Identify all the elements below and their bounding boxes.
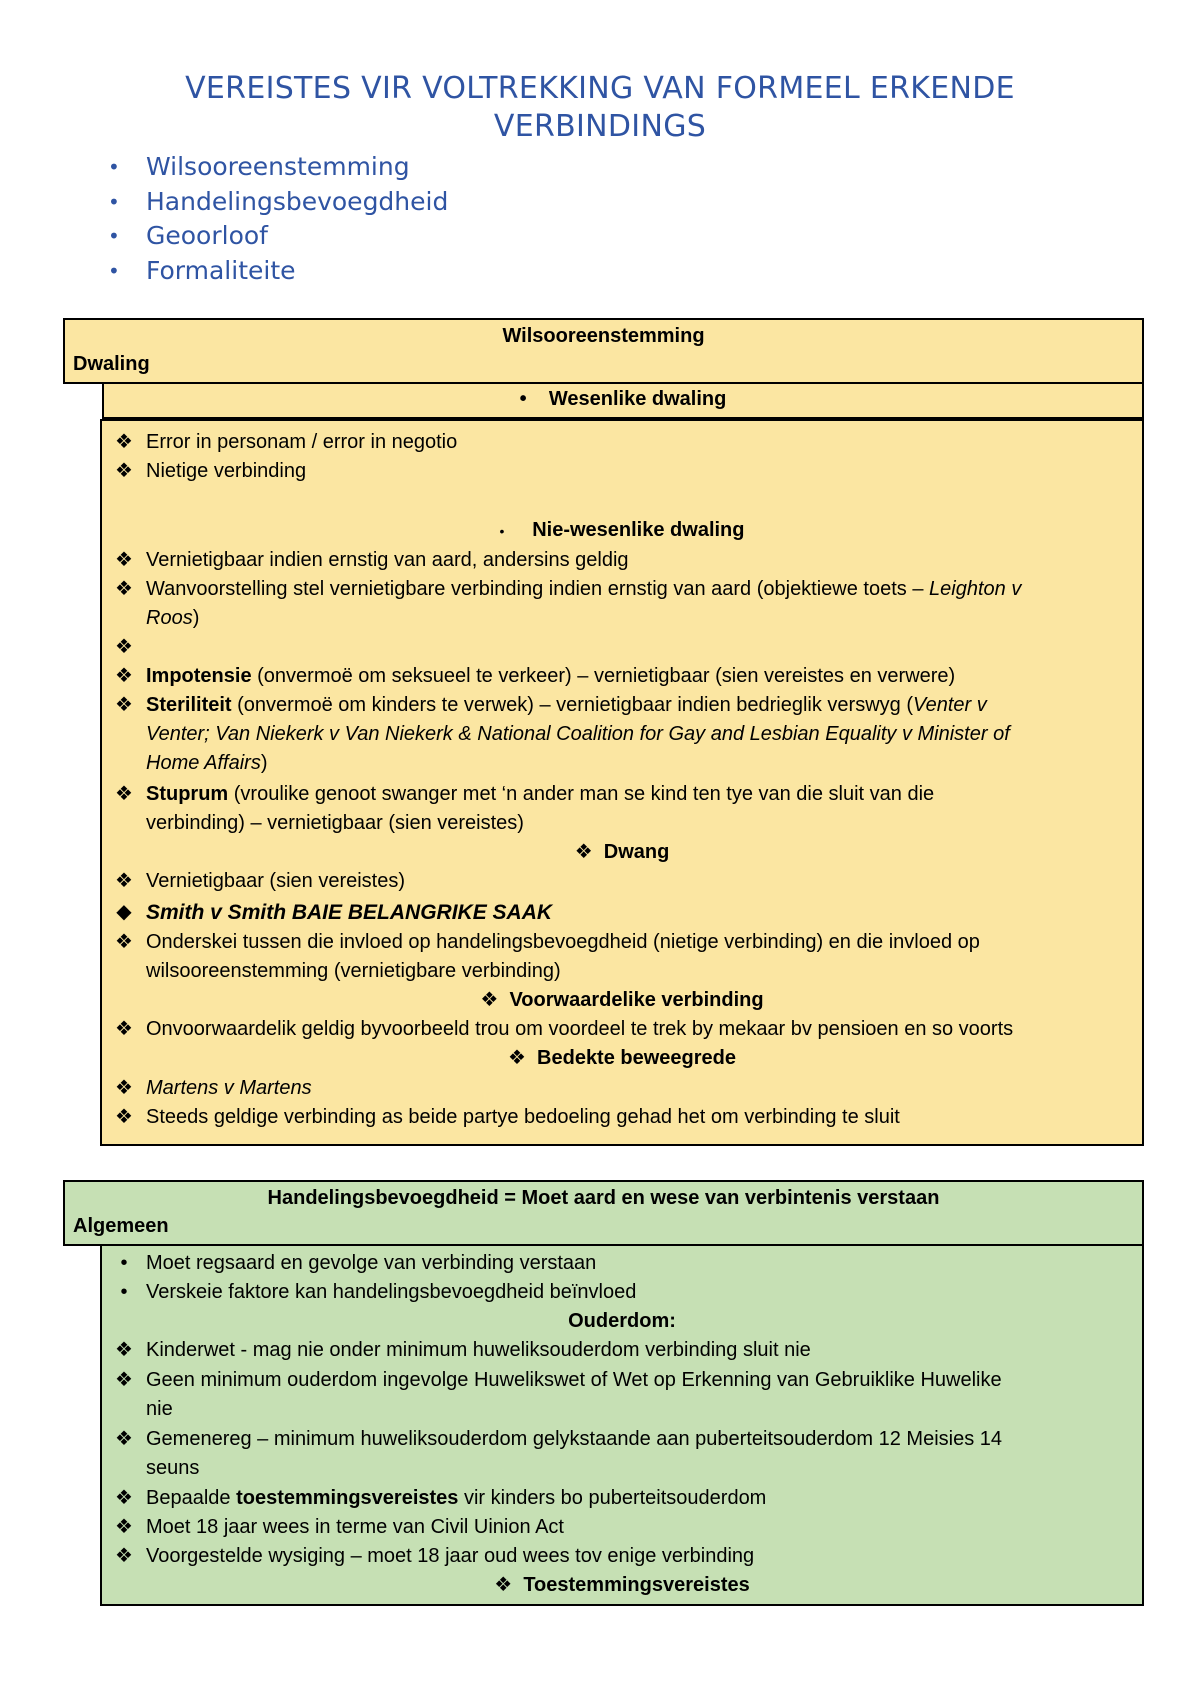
- list-item: ❖ Gemenereg – minimum huweliksouderdom gelykstaande aan puberteitsouderdom 12 Meisies 14: [102, 1425, 1142, 1454]
- list-item-continuation: seuns: [146, 1457, 200, 1479]
- list-item: ◆ Smith v Smith BAIE BELANGRIKE SAAK: [102, 898, 1142, 927]
- list-item-continuation: wilsooreenstemming (vernietigbare verbinding): [146, 960, 561, 982]
- list-item: • Handelingsbevoegdheid: [108, 185, 448, 220]
- list-item-continuation: Venter; Van Niekerk v Van Niekerk & National Coalition for Gay and Lesbian Equality v Minister of: [146, 723, 1010, 745]
- list-item: ❖ Nietige verbinding: [102, 457, 1142, 486]
- diamond-bullet-icon: ❖: [115, 931, 133, 953]
- list-item: ❖ Martens v Martens: [102, 1074, 1142, 1103]
- diamond-bullet-icon: ❖: [115, 783, 133, 805]
- diamond-bullet-icon: ❖: [507, 1047, 526, 1069]
- diamond-bullet-icon: ❖: [115, 1018, 133, 1040]
- page-title-line-1: VEREISTES VIR VOLTREKKING VAN FORMEEL ERKENDE: [185, 71, 1015, 106]
- list-item-continuation: nie: [146, 1398, 173, 1420]
- bullet-icon: •: [519, 388, 527, 410]
- section-heading: ❖ Dwang: [574, 841, 670, 863]
- section-heading: • Nie-wesenlike dwaling: [499, 519, 745, 541]
- diamond-bullet-icon: ❖: [494, 1574, 513, 1596]
- list-item: • Verskeie faktore kan handelingsbevoegdheid beïnvloed: [102, 1278, 1142, 1307]
- list-item: ❖ Kinderwet - mag nie onder minimum huweliksouderdom verbinding sluit nie: [102, 1336, 1142, 1365]
- diamond-bullet-icon: ❖: [115, 1428, 133, 1450]
- list-item: ❖ Geen minimum ouderdom ingevolge Huwelikswet of Wet op Erkenning van Gebruiklike Huwelike: [102, 1366, 1142, 1395]
- list-item: ❖ Impotensie (onvermoë om seksueel te verkeer) – vernietigbaar (sien vereistes en verwere): [102, 662, 1142, 691]
- list-item: • Formaliteite: [108, 254, 448, 289]
- diamond-bullet-icon: ❖: [115, 1487, 133, 1509]
- list-item: ❖ Wanvoorstelling stel vernietigbare verbinding indien ernstig van aard (objektiewe toets – Leighton v: [102, 575, 1142, 604]
- box-subheading: Dwaling: [73, 353, 150, 375]
- diamond-bullet-icon: ❖: [115, 460, 133, 482]
- bullet-icon: •: [108, 258, 120, 283]
- diamond-bullet-icon: ❖: [115, 665, 133, 687]
- handelingsbevoegdheid-header-box: [63, 1180, 1144, 1246]
- handelingsbevoegdheid-content: [100, 1244, 1144, 1606]
- list-item: • Geoorloof: [108, 219, 448, 254]
- list-item-continuation: verbinding) – vernietigbaar (sien vereistes): [146, 812, 524, 834]
- section-heading: ❖ Bedekte beweegrede: [507, 1047, 737, 1069]
- diamond-bullet-icon: ❖: [115, 1077, 133, 1099]
- wilsooreenstemming-header-box: [63, 318, 1144, 384]
- bullet-icon: •: [499, 523, 505, 539]
- list-item: ❖ Bepaalde toestemmingsvereistes vir kinders bo puberteitsouderdom: [102, 1484, 1142, 1513]
- requirements-list: [108, 150, 448, 288]
- bullet-icon: •: [120, 1281, 128, 1303]
- list-item: ❖ Vernietigbaar indien ernstig van aard, andersins geldig: [102, 546, 1142, 575]
- diamond-bullet-icon: ❖: [115, 1545, 133, 1567]
- diamond-bullet-icon: ❖: [115, 431, 133, 453]
- diamond-bullet-icon: ❖: [115, 549, 133, 571]
- box-heading: Handelingsbevoegdheid = Moet aard en wese van verbintenis verstaan: [267, 1187, 940, 1209]
- list-item: ❖ Stuprum (vroulike genoot swanger met ‘n ander man se kind ten tye van die sluit van die: [102, 780, 1142, 809]
- diamond-bullet-icon: ❖: [115, 694, 133, 716]
- section-heading: ❖ Voorwaardelike verbinding: [480, 989, 764, 1011]
- box-heading: Wilsooreenstemming: [502, 325, 705, 347]
- list-item-continuation: Home Affairs): [146, 752, 268, 774]
- bullet-icon: •: [108, 189, 120, 214]
- diamond-bullet-icon: ❖: [115, 1106, 133, 1128]
- list-item-empty: [102, 633, 1142, 662]
- solid-diamond-bullet-icon: ◆: [116, 901, 132, 923]
- diamond-bullet-icon: ❖: [115, 1339, 133, 1361]
- section-heading: ❖ Toestemmingsvereistes: [494, 1574, 750, 1596]
- diamond-bullet-icon: ❖: [115, 870, 133, 892]
- diamond-bullet-icon: ❖: [115, 578, 133, 600]
- list-item: ❖ Error in personam / error in negotio: [102, 428, 1142, 457]
- diamond-bullet-icon: ❖: [115, 636, 133, 658]
- bullet-icon: •: [108, 155, 120, 179]
- list-item: ❖ Moet 18 jaar wees in terme van Civil Uinion Act: [102, 1513, 1142, 1542]
- diamond-bullet-icon: ❖: [480, 989, 499, 1011]
- list-item: ❖ Onderskei tussen die invloed op handelingsbevoegdheid (nietige verbinding) en die invloed op: [102, 928, 1142, 957]
- list-item: • Wilsooreenstemming: [108, 150, 448, 185]
- list-item-continuation: Roos): [146, 607, 200, 629]
- list-item: ❖ Voorgestelde wysiging – moet 18 jaar oud wees tov enige verbinding: [102, 1542, 1142, 1571]
- list-item: • Moet regsaard en gevolge van verbinding verstaan: [102, 1249, 1142, 1278]
- section-heading: Ouderdom:: [568, 1310, 676, 1332]
- list-item: ❖ Steriliteit (onvermoë om kinders te verwek) – vernietigbaar indien bedrieglik verswyg (Venter v: [102, 691, 1142, 720]
- diamond-bullet-icon: ❖: [115, 1516, 133, 1538]
- diamond-bullet-icon: ❖: [115, 1369, 133, 1391]
- page-title: [0, 70, 1200, 146]
- wilsooreenstemming-content: [100, 419, 1144, 1146]
- diamond-bullet-icon: ❖: [574, 841, 593, 863]
- page-title-line-2: VERBINDINGS: [493, 109, 707, 144]
- list-item: ❖ Steeds geldige verbinding as beide partye bedoeling gehad het om verbinding te sluit: [102, 1103, 1142, 1132]
- list-item: ❖ Onvoorwaardelik geldig byvoorbeeld trou om voordeel te trek by mekaar bv pensioen en so voorts: [102, 1015, 1142, 1044]
- bullet-icon: •: [120, 1252, 128, 1274]
- box-subheading: Algemeen: [73, 1215, 169, 1237]
- bullet-icon: •: [108, 224, 120, 248]
- list-item: ❖ Vernietigbaar (sien vereistes): [102, 867, 1142, 896]
- section-heading: • Wesenlike dwaling: [102, 384, 1144, 419]
